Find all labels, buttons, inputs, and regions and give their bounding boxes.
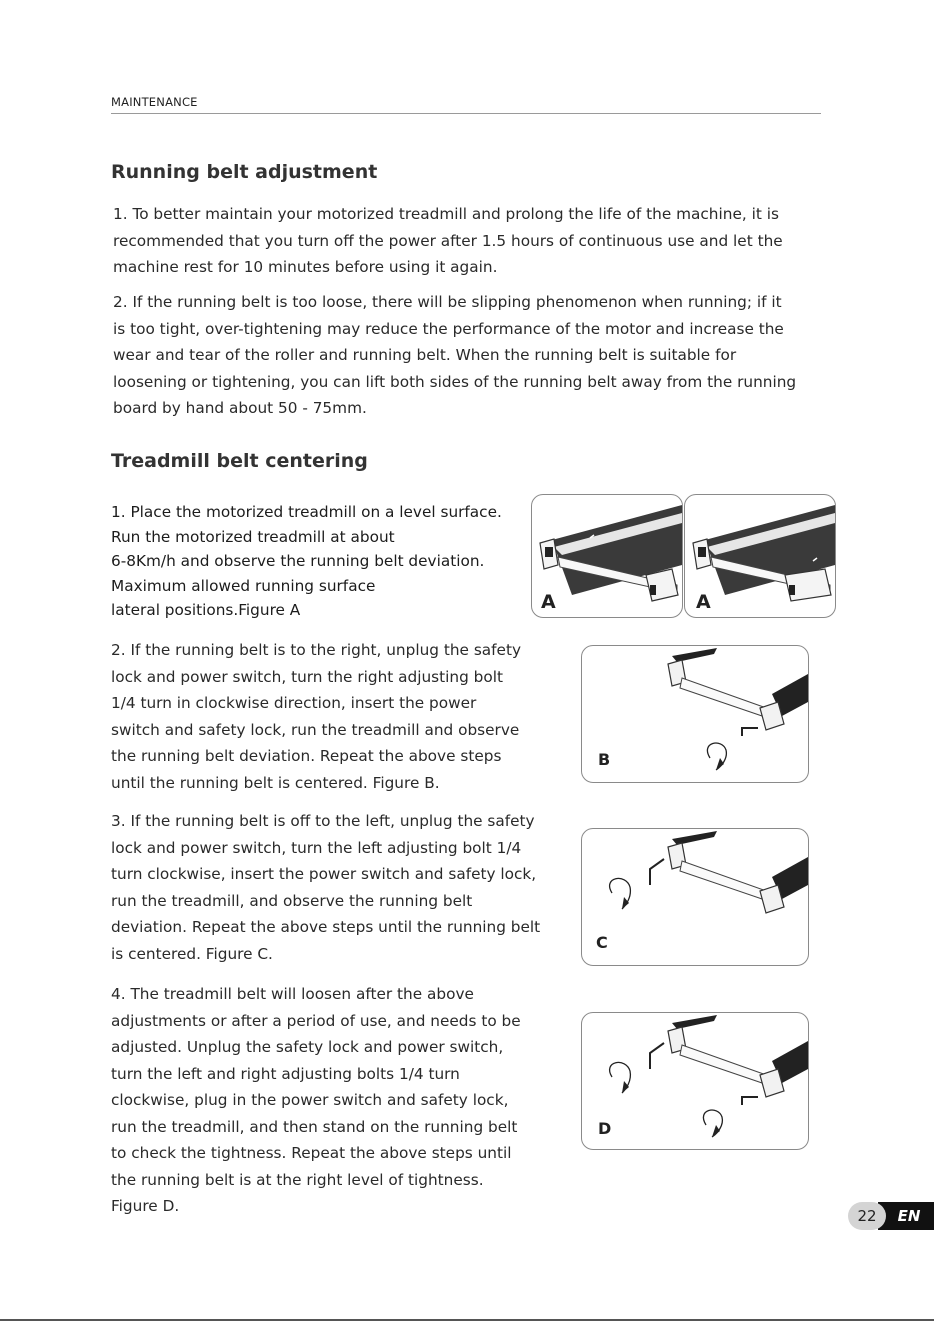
text-line: lock and power switch, turn the right adjusting bolt [111, 667, 503, 686]
text-line: adjusted. Unplug the safety lock and power switch, [111, 1038, 504, 1056]
text-line: 1/4 turn in clockwise direction, insert the power [111, 694, 477, 712]
text-line: run the treadmill, and observe the running belt [111, 891, 473, 910]
text-line: switch and safety lock, run the treadmill and observe [111, 720, 520, 739]
text-line: Run the motorized treadmill at about [111, 527, 395, 546]
figure-c [581, 828, 809, 966]
treadmill-both-bolts-illustration [582, 1013, 808, 1149]
bottom-rule [0, 1319, 934, 1321]
text-line: is centered. Figure C. [111, 944, 273, 963]
text-line: 2. If the running belt is too loose, there will be slipping phenomenon when running; if it [113, 293, 782, 311]
page-badge [848, 1202, 934, 1230]
figure-label-a: A [696, 591, 711, 613]
header-rule [111, 113, 821, 114]
step-1-level-surface [111, 500, 531, 623]
text-line: 3. If the running belt is off to the left, unplug the safety [111, 812, 535, 830]
text-line: 6-8Km/h and observe the running belt deviation. [111, 552, 485, 570]
heading-treadmill-belt-centering: Treadmill belt centering [111, 450, 368, 472]
text-line: 1. To better maintain your motorized treadmill and prolong the life of the machine, it is [113, 205, 779, 223]
text-line: Maximum allowed running surface [111, 576, 376, 595]
text-line: clockwise, plug in the power switch and safety lock, [111, 1091, 509, 1109]
text-line: run the treadmill, and then stand on the running belt [111, 1117, 518, 1136]
text-line: until the running belt is centered. Figure B. [111, 773, 440, 792]
text-line: adjustments or after a period of use, and needs to be [111, 1011, 521, 1030]
language-code: EN [878, 1202, 934, 1230]
page-number: 22 [848, 1202, 886, 1230]
step-3-left-deviation [111, 808, 571, 967]
text-line: 2. If the running belt is to the right, unplug the safety [111, 641, 522, 659]
text-line: turn the left and right adjusting bolts 1/4 turn [111, 1064, 460, 1083]
heading-running-belt-adjustment: Running belt adjustment [111, 161, 378, 183]
text-line: 4. The treadmill belt will loosen after the above [111, 985, 474, 1003]
treadmill-right-bolt-illustration [582, 646, 808, 782]
figure-a-right [684, 494, 836, 618]
figure-d [581, 1012, 809, 1150]
text-line: lock and power switch, turn the left adjusting bolt 1/4 [111, 838, 522, 857]
text-line: machine rest for 10 minutes before using it again. [113, 258, 498, 276]
text-line: the running belt is at the right level of tightness. [111, 1170, 484, 1189]
step-2-right-deviation [111, 637, 561, 796]
paragraph-belt-tension [113, 289, 843, 422]
treadmill-left-bolt-illustration [582, 829, 808, 965]
text-line: Figure D. [111, 1197, 180, 1215]
paragraph-rest-advice [113, 201, 833, 281]
figure-label-d: D [598, 1119, 612, 1138]
text-line: recommended that you turn off the power after 1.5 hours of continuous use and let the [113, 231, 783, 250]
text-line: is too tight, over-tightening may reduce the performance of the motor and increase the [113, 319, 784, 338]
text-line: board by hand about 50 - 75mm. [113, 399, 367, 417]
text-line: the running belt deviation. Repeat the above steps [111, 747, 502, 765]
figure-label-c: C [596, 933, 608, 952]
figure-a-left [531, 494, 683, 618]
text-line: deviation. Repeat the above steps until the running belt [111, 918, 541, 936]
figure-b [581, 645, 809, 783]
step-4-tightness [111, 981, 561, 1220]
figure-label-a: A [541, 591, 556, 613]
text-line: to check the tightness. Repeat the above steps until [111, 1144, 512, 1162]
text-line: lateral positions.Figure A [111, 601, 301, 619]
text-line: turn clockwise, insert the power switch and safety lock, [111, 865, 537, 883]
figure-label-b: B [598, 750, 611, 769]
text-line: loosening or tightening, you can lift both sides of the running belt away from the running [113, 372, 797, 391]
text-line: 1. Place the motorized treadmill on a level surface. [111, 503, 502, 521]
text-line: wear and tear of the roller and running belt. When the running belt is suitable for [113, 346, 737, 364]
page-header-label: MAINTENANCE [111, 95, 198, 109]
